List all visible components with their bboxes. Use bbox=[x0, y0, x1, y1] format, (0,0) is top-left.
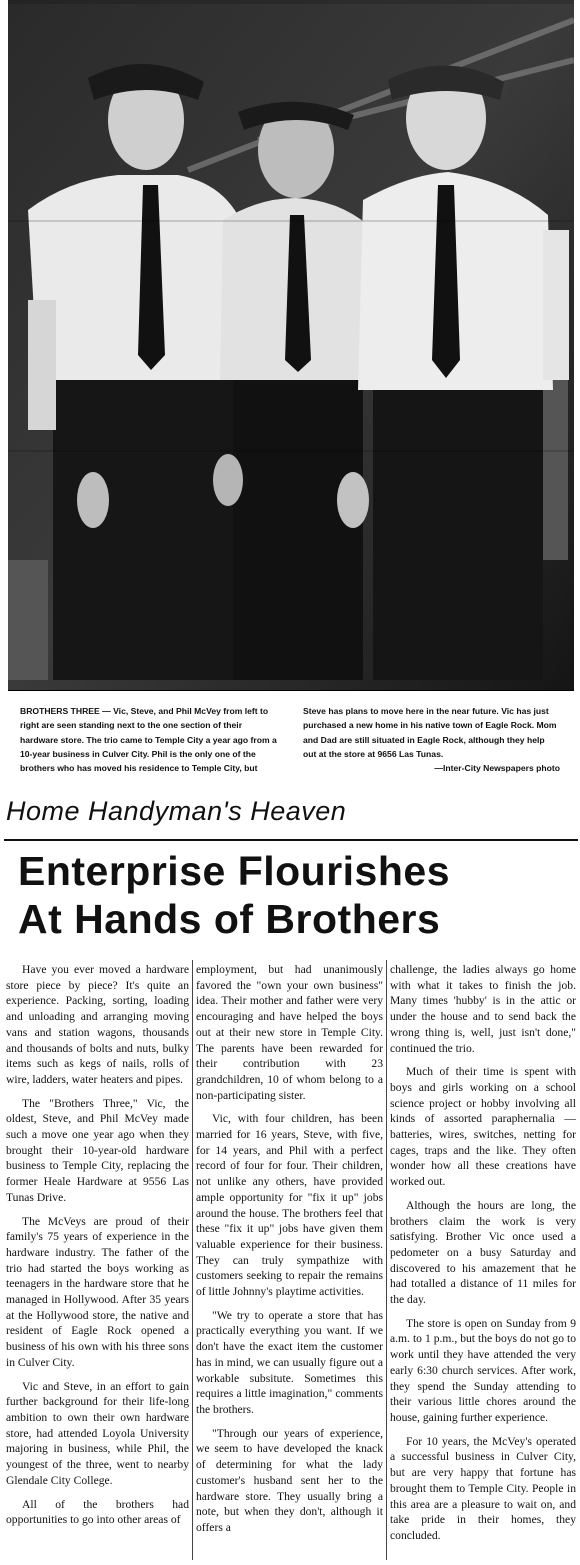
article-column-2 bbox=[196, 962, 383, 1544]
photo-caption bbox=[20, 704, 560, 775]
column-rule-1 bbox=[192, 960, 193, 1560]
headline-rule bbox=[4, 839, 578, 841]
paragraph: challenge, the ladies always go home with what it takes to finish the job. Many times 'hubby' is in the attic or under the house and to send back the wrong thing is, well, just isn't done," continued the trio. bbox=[390, 963, 576, 1055]
column-rule-2 bbox=[386, 960, 387, 1560]
paragraph: Vic and Steve, in an effort to gain further background for their life-long ambition to own their own hardware store, had attended Loyola University majoring in business, while Phil, the youngest of the three, went to nearby Glendale City College. bbox=[6, 1379, 189, 1487]
main-headline bbox=[18, 847, 578, 943]
paragraph: "Through our years of experience, we seem to have developed the knack of determining for what the lady customer's husband sent her to the hardware store. They usually bring a note, but when they don't, although it offers a bbox=[196, 1426, 383, 1534]
paragraph: The store is open on Sunday from 9 a.m. to 1 p.m., but the boys do not go to work until they have attended the very early 6:30 church services. After work, they spend the Sunday attending to their various little chores around the house, gaining further experience. bbox=[390, 1316, 576, 1424]
article-column-1 bbox=[6, 962, 189, 1536]
paragraph: "We try to operate a store that has practically everything you want. If we don't have the exact item the customer has in mind, we can usually figure out a workable subsitute. Sometimes this requires a little imagination," comments the brothers. bbox=[196, 1308, 383, 1416]
kicker-headline: Home Handyman's Heaven bbox=[6, 796, 347, 826]
headline-line-1: Enterprise Flourishes bbox=[18, 848, 451, 894]
paragraph: Vic, with four children, has been married for 16 years, Steve, with five, for 14 years, and Phil with a perfect record of four for four. Their children, not unlike any others, have provided ample opportunity for "fix it up" jobs around the house. The brothers feel that these "fix it up" jobs have given them valuable experience for their business. They can truly sympathize with customers seeking to repair the remains of little Johnny's playtime activities. bbox=[196, 1112, 383, 1299]
headline-line-2: At Hands of Brothers bbox=[18, 896, 441, 942]
brothers-photo bbox=[8, 0, 574, 691]
paragraph: Have you ever moved a hardware store piece by piece? It's quite an experience. Packing, sorting, loading and unloading and arranging moving vans and station wagons, thousands and thousands of bolts and nuts, bulky items such as kegs of nails, rolls of wire, ladders, water heaters and pipes. bbox=[6, 963, 189, 1086]
paragraph: Much of their time is spent with boys and girls working on a school science project or hobby involving all kinds of assorted paraphernalia — batteries, wires, switches, netting for cages, traps and the like. They often wonder how all these creations have worked out. bbox=[390, 1065, 576, 1189]
photo-illustration bbox=[8, 0, 574, 690]
paragraph: Although the hours are long, the brothers claim the work is very satisfying. Brother Vic once used a pedometer on a busy Saturday and discovered to his amazement that he had totalled a distance of 11 miles for the day. bbox=[390, 1198, 576, 1307]
paragraph: employment, but had unanimously favored the "own your own business" idea. Their mother and father were very encouraging and have helped the boys out at their new store in Temple City. The parents have been rewarded for their contribution with 23 grandchildren, 10 of whom belong to a non-participating sister. bbox=[196, 963, 383, 1102]
paragraph: The McVeys are proud of their family's 75 years of experience in the hardware industry. The father of the trio had started the boys working as teenagers in the hardware store that he managed in Hollywood. After 35 years at the Hollywood store, the native and resident of Eagle Rock opened a business of his own with his three sons in Culver City. bbox=[6, 1214, 189, 1369]
paragraph: For 10 years, the McVey's operated a successful business in Culver City, but are very happy that fortune has brought them to Temple City. People in this area are a pleasure to wait on, and take pride in their homes, they concluded. bbox=[390, 1434, 576, 1542]
paragraph: The "Brothers Three," Vic, the oldest, Steve, and Phil McVey made such a move one year ago when they brought their 10-year-old hardware business to Temple City, replacing the former Heale Hardware at 9556 Las Tunas Drive. bbox=[6, 1096, 189, 1204]
caption-text: BROTHERS THREE — Vic, Steve, and Phil McVey from left to right are seen standing next to the one section of their hardware store. The trio came to Temple City a year ago from a 10-year business in Culver City. Phil is the only one of the brothers who has moved his residence to Temple City, but Steve has plans to move here in the near future. Vic has just purchased a new home in his native town of Eagle Rock. Mom and Dad are still situated in Eagle Rock, although they help out at the store at 9656 Las Tunas. bbox=[20, 706, 557, 774]
article-column-3 bbox=[390, 962, 576, 1552]
photo-credit: —Inter-City Newspapers photo bbox=[434, 763, 560, 774]
paragraph: All of the brothers had opportunities to go into other areas of bbox=[6, 1497, 189, 1527]
